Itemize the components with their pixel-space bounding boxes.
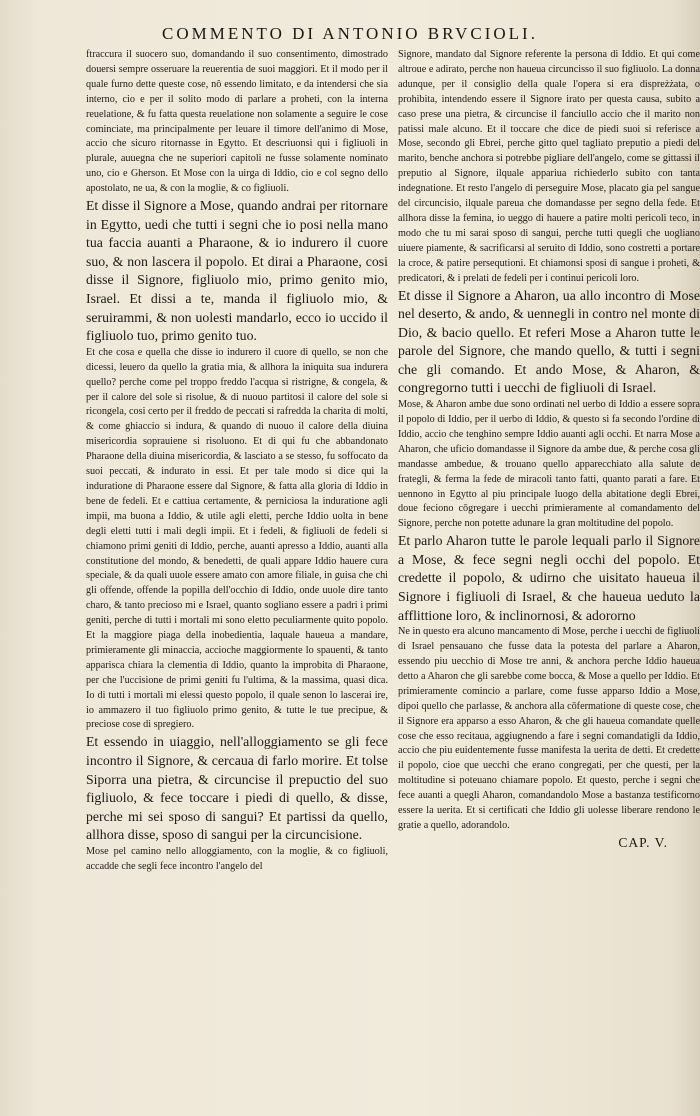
chapter-heading: CAP. V.: [618, 834, 668, 850]
right-column: [398, 48, 700, 852]
commentary-paragraph: Signore, mandato dal Signore referente la persona di Iddio. Et qui come altroue e adirato, perche non haueua circuncisso il suo figliuolo. La donna adunque, per il consiglio della quale l'opera si era dispreżżata, o prohibita, intendendo essere il Signore irato per questa causa, subito a caso prese una pietra, & circuncise il fanciullo accio che il marito non patissi male alcuno. Et il toccare che dice de piedi suoi si referisce a Mose, secondo gli Ebrei, perche gitto quel tagliato preputio a piedi del marito, benche anchora si potrebbe pigliare dell'angelo, come se gittassi il preputio al Signore, ilquale appariua richiederlo subito con tanta indegnatione. Et resto l'angelo di perseguire Mose, placato gia pel sangue del circuncisio, ilquale pareua che domandasse per segno della fede. Et allhora disse la femina, io ueggo di hauere a patire molti pericoli teco, in modo che tu mi sarai sposo di sangui, perche tutti quegli che uogliano uiuere piamente, & sacrificarsi al seruito di Iddio, sono costretti a portare la croce, & patire persequtioni. Et chiamonsi sposi di sangue i proheti, & predicatori, & i prelati de fedeli per i continui pericoli loro.: [398, 49, 700, 284]
commentary-paragraph: Et che cosa e quella che disse io indurero il cuore di quello, se non che dicessi, leuero da quello la gratia mia, & allhora la iniquita sua indurera quello? perche come pel troppo freddo l'acqua si ristrigne, & congela, & per il calore del sole si risolue, & di nuouo partitosi il calore del sole si ricongela, cosi certo per il freddo de peccati si rafredda la charita di molti, & come ghiaccio si indura, & quando di nuouo il calore della diuina misericordia soprauiene si risoluono. Et di qui fu che abbandonato Pharaone della diuina misericordia, & lasciato a se stesso, fu soffocato da suoi peccati, & indurato in essi. Et per tale modo si dice qui la induratione di Pharaone essere dal Signore, & fatta alla gloria di Iddio in bene de fedeli. Et e cattiua certamente, & perniciosa la induratione agli impii, ma buona a Iddio, & utile agli eletti, perche Iddio uolta in bene degli eletti tutti i mali degli impii. Et i fedeli, & figliuoli de fedeli si chiamono primi geniti di Iddio, perche, auanti apresso a Iddio, auanti alla constitutione del mondo, & benedetti, de quali appare Iddio hauere cura speciale, & da quali uuole essere amato con amore filiale, in guisa che chi gli offende, offende la popilla dell'occhio di Iddio, onde uuole dire tanto charo, & tanto precioso mi e Israel, quanto sogliano essere a padri i primi geniti, perche di tutti i mortali mi sono eletto peculiarmente quito popolo. Et la maggiore piaga della inobedientia, laquale haueua a mandare, primieramente gli minaccia, accioche maggiormente lo spauenti, & tanto apparisca chiara la clementia di Iddio, quanto la improbita di Pharaone, per che l'uccisione de primi geniti fu l'ultima, & la massima, quasi dica. Io di tutti i mortali mi elessi questo popolo, il quale senon lo lascerai ire, io ammazero il tuo figliuolo primo genito, & tutte le tue precipue, & preciose cose di spregiero.: [86, 346, 388, 731]
commentary-paragraph: Mose pel camino nello alloggiamento, con la moglie, & co figliuoli, accadde che segli fece incontro l'angelo del: [86, 845, 388, 872]
commentary-paragraph: ftraccura il suocero suo, domandando il suo consentimento, dimostrado douersi sempre osseruare la reuerentia de suoi maggiori. Et il modo per il quale furno dette queste cose, nô essendo limitato, e da intendersi che sia interno, cio e per il solito modo di parlare a proheti, con la interna reuelatione, & fu fatta questa reuelatione non solamente a seguire le cose cominciate, ma principalmente per leuare il timore dell'animo di Mose, accio che sicuro ritornasse in Egytto. Et descriuonsi qui i figliuoli in plurale, auuegna che ne superiori capitoli ne fusse solamente nominato uno, cio e Gherson. Et Mose con la uirga di Iddio, cio e col segno dello apostolato, ne ua, & con la moglie, & co figliuoli.: [86, 49, 388, 195]
scripture-paragraph: Et disse il Signore a Aharon, ua allo incontro di Mose nel deserto, & ando, & uennegli in contro nel monte di Dio, & bacio quello. Et referi Mose a Aharon tutte le parole del Signore, che mando quello, & tutti i segni che gli comando. Et ando Mose, & Aharon, & congregorno tutti i uecchi de figliuoli di Israel.: [398, 287, 700, 396]
scripture-paragraph: Et disse il Signore a Mose, quando andrai per ritornare in Egytto, uedi che tutti i segni che io posi nella mano tua faccia auanti a Pharaone, & io indurero il cuore suo, & non lascera il popolo. Et dirai a Pharaone, cosi disse il Signore, figliuolo mio, primo genito mio, Israel. Et dissi a te, manda il figliuolo mio, & seruirammi, & non uolesti mandarlo, ecco io uccido il figliuolo tuo, primo genito tuo.: [86, 198, 388, 344]
commentary-paragraph: Mose, & Aharon ambe due sono ordinati nel uerbo di Iddio a essere sopra il popolo di Iddio, per il uerbo di Iddio, & questo si fa secondo l'ordine di Iddio, accio che tenghino sempre Iddio auanti agli occhi. Et narra Mose a Aharon, che uficio domandasse il Signore da ambe due, & perche cosa gli mandasse ambedue, & trouano quello apparecchiato alla salute de frategli, & ferma la fede de miracoli tanto fatti, quanto parati a fare. Et uennono in Egytto al piu principale luogo della abitatione degli Ebrei, doue feciono cōgregare i uecchi primieramente al comandamento del Signore, perche non potette adunare la gran moltitudine del popolo.: [398, 399, 700, 530]
scripture-paragraph: Et parlo Aharon tutte le parole lequali parlo il Signore a Mose, & fece segni negli occhi del popolo. Et credette il popolo, & udirno che uisitato haueua il Signore i figliuoli di Israel, & che haueua ueduto la afflittione loro, & inclinornosi, & adororno: [398, 533, 700, 623]
running-header: COMMENTO DI ANTONIO BRVCIOLI.: [162, 24, 538, 43]
left-column: [86, 48, 388, 875]
commentary-paragraph: Ne in questo era alcuno mancamento di Mose, perche i uecchi de figliuoli di Israel pensauano che fusse data la potesta del parlare a Aharon, essendo piu uecchio di Mose tre anni, & anchora perche Iddio haueua detto a Aharon che gli sarebbe come bocca, & Mose a quello per Iddio. Et primieramente comincio a parlare, come fusse apparso Iddio a Mose, dipoi quello che parlasse, & anchora alla cōfermatione di queste cose, che il Signore era apparso a esso Aharon, & che gli haueua comandate quelle cose che esso recitaua, aggiugnendo a fare i segni comandatigli da Iddio, accio che piu euidentemente fusse manifesta la uerita de detti. Et credette il popolo, cioe que uecchi che erano congregati, per che questi, per la moltitudine si poteuano chiamare popolo. Et questo, perche i segni che fece auanti a quegli Aharon, comandandolo Mose a bastanza testificorno essere la uerita. Et si certificati che Iddio gli uolesse liberare rendono le gratie a quello, adorandolo.: [398, 626, 700, 831]
scripture-paragraph: Et essendo in uiaggio, nell'alloggiamento se gli fece incontro il Signore, & cercaua di farlo morire. Et tolse Siporra una pietra, & circuncise il prepuctio del suo figliuolo, & fece toccare i piedi di quello, & disse, perche mi sei sposo di sangui? Et partissi da quello, allhora disse, sposo di sangui per la circuncisione.: [86, 734, 388, 843]
